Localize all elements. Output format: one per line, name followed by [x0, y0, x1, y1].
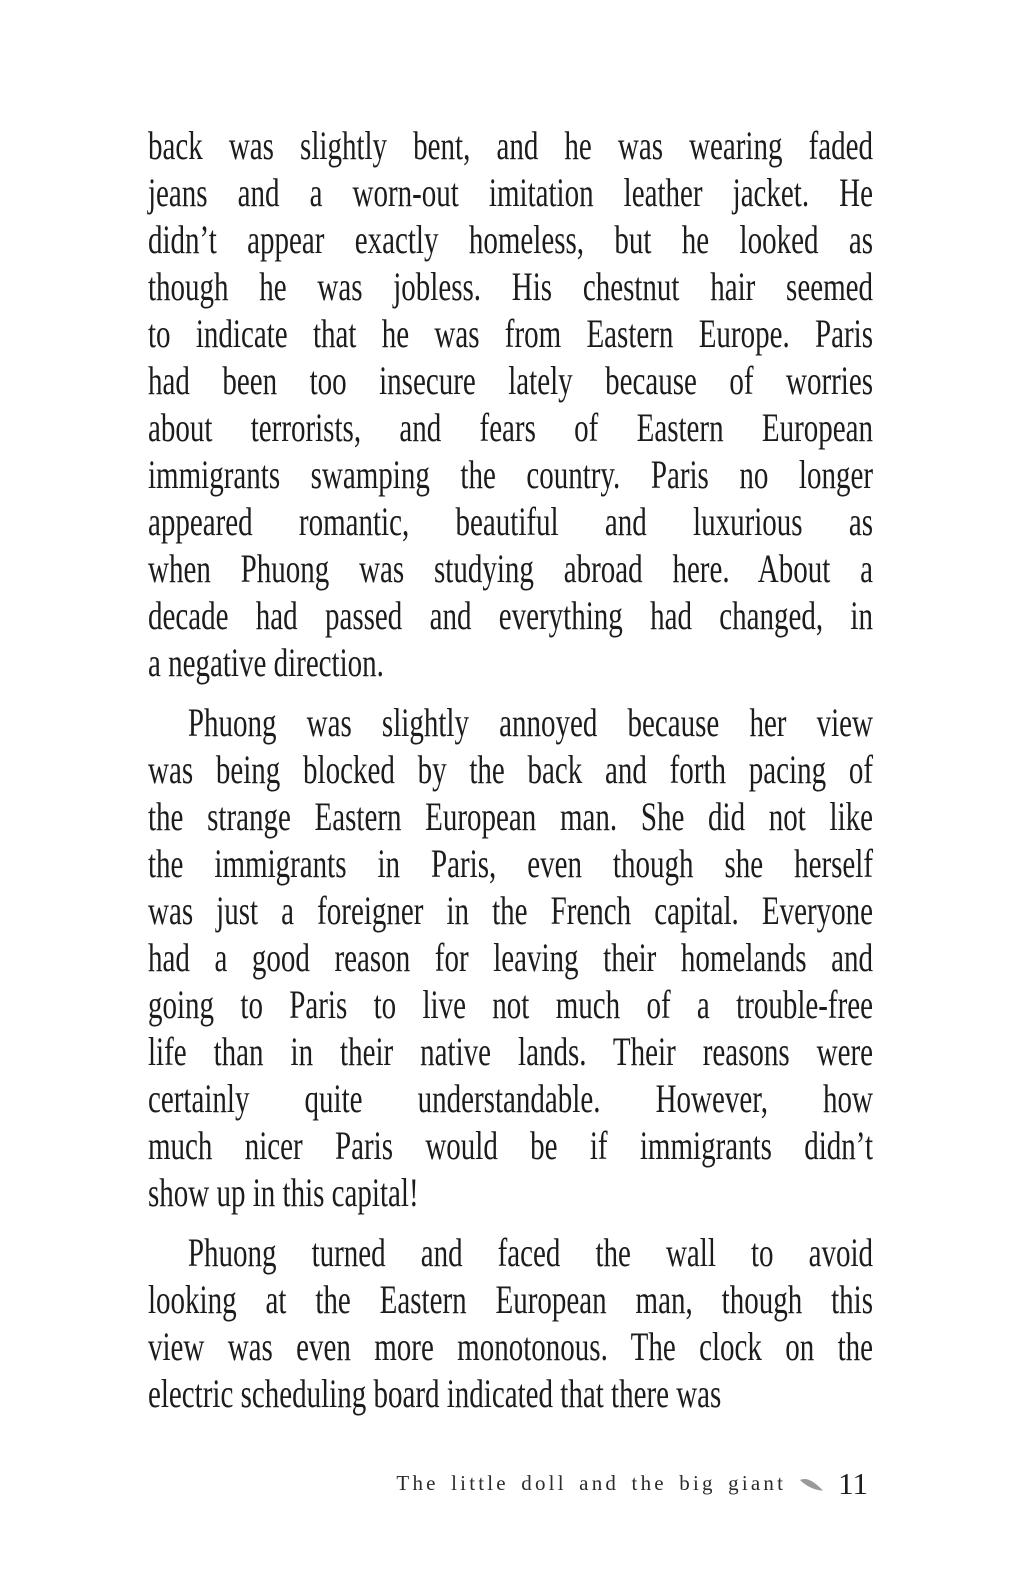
- text-line: a negative direction.: [148, 640, 384, 685]
- text-line: looking at the Eastern European man, though this: [148, 1277, 873, 1322]
- text-line: much nicer Paris would be if immigrants didn’t: [148, 1123, 873, 1168]
- text-line: had a good reason for leaving their homelands and: [148, 935, 873, 980]
- text-line: view was even more monotonous. The clock on the: [148, 1324, 873, 1369]
- text-line: didn’t appear exactly homeless, but he looked as: [148, 217, 873, 262]
- body-text-block: [148, 122, 873, 1417]
- paragraph: [148, 699, 873, 1216]
- text-line: electric scheduling board indicated that there was: [148, 1371, 722, 1416]
- text-line: going to Paris to live not much of a trouble-free: [148, 982, 873, 1027]
- page-number: 11: [838, 1466, 868, 1501]
- text-line: to indicate that he was from Eastern Europe. Paris: [148, 311, 873, 356]
- text-line: when Phuong was studying abroad here. About a: [148, 546, 873, 591]
- text-line: the strange Eastern European man. She did not like: [148, 794, 873, 839]
- text-line: decade had passed and everything had changed, in: [148, 593, 873, 638]
- text-line: jeans and a worn-out imitation leather jacket. He: [148, 170, 873, 215]
- leaf-ornament-icon: [799, 1477, 825, 1493]
- text-line: immigrants swamping the country. Paris no longer: [148, 452, 873, 497]
- text-line: Phuong was slightly annoyed because her view: [187, 700, 873, 745]
- text-line: had been too insecure lately because of worries: [148, 358, 873, 403]
- text-line: was being blocked by the back and forth pacing of: [148, 747, 873, 792]
- text-line: appeared romantic, beautiful and luxurious as: [148, 499, 873, 544]
- page-footer: [396, 1468, 868, 1499]
- text-line: back was slightly bent, and he was wearing faded: [148, 123, 873, 168]
- text-line: was just a foreigner in the French capital. Everyone: [148, 888, 873, 933]
- text-line: show up in this capital!: [148, 1170, 419, 1215]
- text-line: the immigrants in Paris, even though she herself: [148, 841, 873, 886]
- text-line: Phuong turned and faced the wall to avoid: [187, 1230, 873, 1275]
- text-line: life than in their native lands. Their reasons were: [148, 1029, 873, 1074]
- paragraph: [148, 122, 873, 686]
- running-title: The little doll and the big giant: [396, 1471, 787, 1495]
- text-line: though he was jobless. His chestnut hair seemed: [148, 264, 873, 309]
- text-column: [148, 122, 873, 1417]
- text-line: about terrorists, and fears of Eastern European: [148, 405, 873, 450]
- text-line: certainly quite understandable. However, how: [148, 1076, 873, 1121]
- paragraph: [148, 1229, 873, 1417]
